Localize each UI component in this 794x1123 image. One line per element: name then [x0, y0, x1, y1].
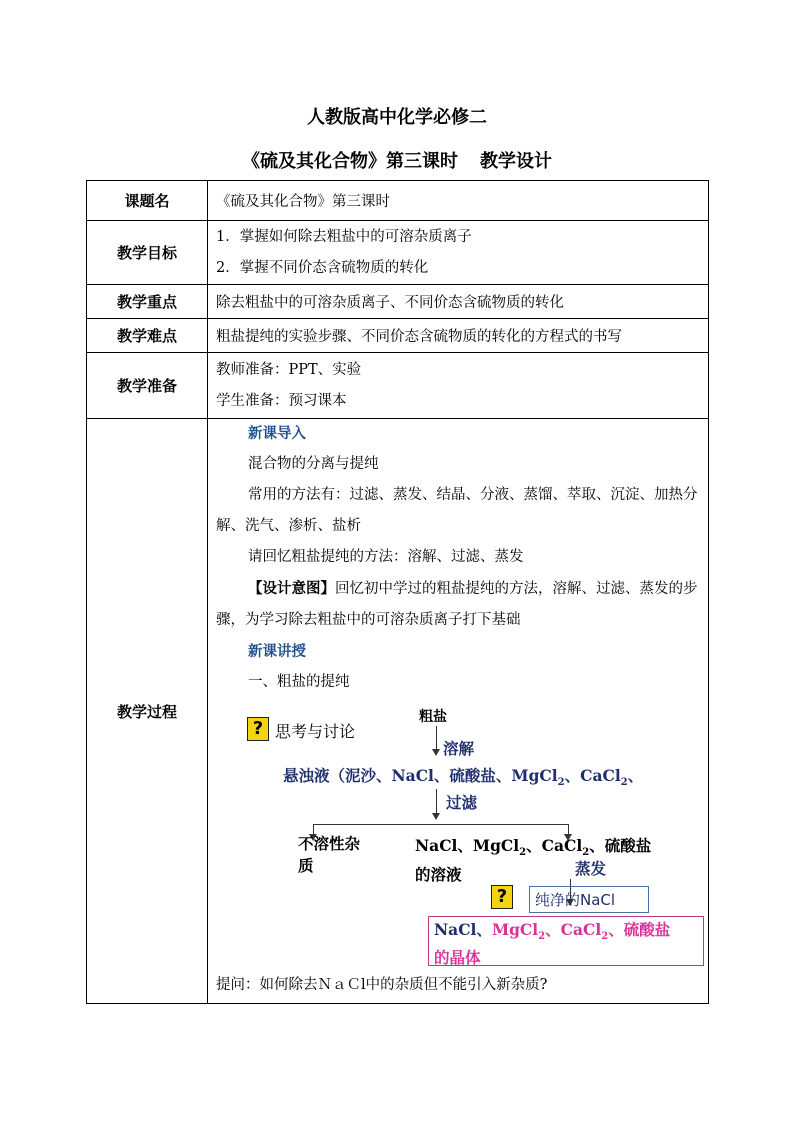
question-mark-icon: ?	[247, 717, 269, 741]
value-process	[208, 419, 709, 1004]
suspension-sep: 、CaCl	[564, 766, 621, 785]
label-topic: 课题名	[87, 181, 208, 221]
row-topic	[87, 181, 709, 221]
insoluble-impurity	[298, 833, 360, 877]
suspension-text: 悬浊液（泥沙、NaCl、硫酸盐、MgCl	[283, 766, 558, 785]
crystal-sulfate: 、硫酸盐	[608, 920, 671, 939]
goal-item: 2．掌握不同价态含硫物质的转化	[216, 259, 429, 276]
design-text: 回忆初中学过的粗盐提纯的方法，溶解、过滤、蒸发的步骤，为学习除去粗盐中的可溶杂质离子打下基础	[216, 581, 698, 628]
insoluble-line1: 不溶性杂	[298, 834, 361, 853]
crystal-label	[434, 919, 670, 968]
process-p2: 常用的方法有：过滤、蒸发、结晶、分液、蒸馏、萃取、沉淀、加热分解、洗气、渗析、盐析	[216, 487, 698, 534]
label-process: 教学过程	[87, 419, 208, 1004]
row-process	[87, 419, 709, 1004]
value-keypoint: 除去粗盐中的可溶杂质离子、不同价态含硫物质的转化	[208, 285, 709, 319]
section-crude-salt: 一、粗盐的提纯	[248, 674, 350, 690]
step-evaporate: 蒸发	[575, 859, 607, 878]
subscript: 2	[620, 777, 628, 789]
think-discuss-label: 思考与讨论	[275, 722, 356, 741]
prep-teacher: 教师准备：PPT、实验	[216, 361, 362, 378]
row-goals	[87, 221, 709, 285]
value-goals	[208, 221, 709, 285]
value-difficulty: 粗盐提纯的实验步骤、不同价态含硫物质的转化的方程式的书写	[208, 319, 709, 353]
crystal-cacl: 、CaCl	[545, 920, 602, 939]
crystal-line2: 的晶体	[434, 948, 481, 968]
title-design: 教学设计	[480, 151, 552, 172]
crystal-nacl: NaCl、	[434, 920, 492, 939]
goal-item: 1．掌握如何除去粗盐中的可溶杂质离子	[216, 228, 472, 245]
subscript: 2	[601, 931, 609, 943]
label-difficulty: 教学难点	[87, 319, 208, 353]
doc-title-line2	[0, 147, 794, 173]
label-prep: 教学准备	[87, 353, 208, 419]
crude-salt-label: 粗盐	[419, 709, 447, 725]
intro-heading: 新课导入	[248, 425, 306, 442]
lecture-heading: 新课讲授	[248, 643, 306, 660]
step-dissolve: 溶解	[443, 739, 475, 758]
arrow-down-icon	[432, 749, 440, 756]
suspension-label	[283, 764, 643, 788]
question-text: 提问：如何除去ＮａＣl中的杂质但不能引入新杂质?	[216, 977, 548, 993]
step-filter: 过滤	[446, 793, 478, 812]
value-prep	[208, 353, 709, 419]
arrow-down-icon	[432, 813, 440, 820]
value-topic: 《硫及其化合物》第三课时	[208, 181, 709, 221]
question-mark-icon: ?	[491, 885, 513, 909]
row-prep	[87, 353, 709, 419]
pure-nacl-label: 纯净的NaCl	[535, 891, 616, 909]
process-p1: 混合物的分离与提纯	[248, 456, 379, 472]
crystal-mgcl: MgCl	[491, 920, 539, 939]
design-intent	[216, 573, 702, 636]
solution-text-a: NaCl、MgCl	[415, 836, 520, 855]
title-course: 《硫及其化合物》第三课时	[242, 151, 458, 172]
solution-text-b: 、CaCl	[526, 836, 583, 855]
label-goals: 教学目标	[87, 221, 208, 285]
filtrate-solution	[415, 835, 651, 886]
lesson-plan-table	[86, 180, 709, 1004]
suspension-end: 、	[627, 766, 644, 785]
pure-nacl-box	[529, 886, 649, 913]
process-p3: 请回忆粗盐提纯的方法：溶解、过滤、蒸发	[248, 549, 524, 565]
row-keypoint	[87, 285, 709, 319]
solution-line2: 的溶液	[415, 865, 462, 885]
row-difficulty	[87, 319, 709, 353]
subscript: 2	[557, 777, 565, 789]
doc-title-line1: 人教版高中化学必修二	[307, 107, 487, 128]
label-keypoint: 教学重点	[87, 285, 208, 319]
design-tag: 【设计意图】	[248, 580, 335, 597]
subscript: 2	[538, 931, 546, 943]
prep-student: 学生准备：预习课本	[216, 392, 347, 409]
crystal-box	[428, 916, 704, 966]
solution-text-c: 、硫酸盐	[589, 836, 652, 855]
subscript: 2	[519, 847, 527, 859]
insoluble-line2: 质	[298, 856, 314, 875]
subscript: 2	[582, 847, 590, 859]
